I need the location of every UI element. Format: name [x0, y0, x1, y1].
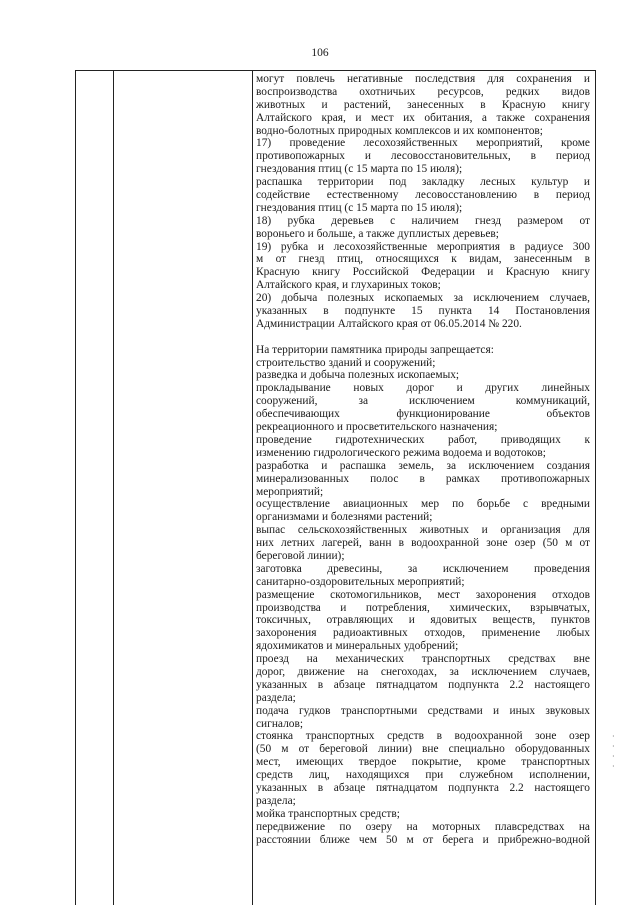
text-line: разведка и добыча полезных ископаемых; [256, 369, 460, 382]
text-line: токсичных, отравляющих и ядовитых веществ, пунктов [256, 614, 590, 627]
text-line: 17) проведение лесохозяйственных мероприятий, кроме [256, 137, 590, 150]
column-divider-1 [113, 71, 114, 905]
text-line: противопожарных и лесовосстановительных, в период [256, 150, 590, 163]
text-line: обеспечивающих функционирование объектов [256, 408, 590, 421]
text-line: минерализованных полос в рамках противопожарных [256, 472, 590, 485]
text-line: прокладывание новых дорог и других линейных [256, 382, 590, 395]
text-line: мест, имеющих твердое покрытие, кроме транспортных [256, 756, 590, 769]
column-divider-2 [252, 71, 253, 905]
text-line: раздела; [256, 691, 296, 704]
text-line: подача гудков транспортными средствами и иных звуковых [256, 704, 590, 717]
text-line: рекреационного и просветительского назначения; [256, 421, 498, 434]
text-line: строительство зданий и сооружений; [256, 356, 436, 369]
text-line: береговой линии); [256, 549, 345, 562]
text-line: захоронения радиоактивных отходов, применение любых [256, 627, 590, 640]
text-line: указанных в абзаце пятнадцатом подпункта 2.2 настоящего [256, 678, 590, 691]
text-line: мойка транспортных средств; [256, 807, 400, 820]
text-line: выпас сельскохозяйственных животных и организация для [256, 524, 590, 537]
text-line: сооружений, за исключением коммуникаций, [256, 395, 590, 408]
text-line: размещение скотомогильников, мест захоронения отходов [256, 588, 590, 601]
text-line: организмами и болезнями растений; [256, 511, 433, 524]
document-table [75, 70, 596, 905]
text-line: дорог, движение на снегоходах, за исключением случаев, [256, 665, 590, 678]
text-line: воспроизводства охотничьих ресурсов, редких видов [256, 85, 590, 98]
text-line: содействие естественному лесовосстановлению в период [256, 189, 590, 202]
text-line: производства и потребления, химических, взрывчатых, [256, 601, 590, 614]
text-line: средств лиц, находящихся при служебном исполнении, [256, 769, 590, 782]
text-line: Алтайского края, и мест их обитания, а также сохранения [256, 111, 590, 124]
text-line: Администрации Алтайского края от 06.05.2014 № 220. [256, 317, 522, 330]
text-line: гнездования птиц (с 15 марта по 15 июля); [256, 163, 463, 176]
text-line: указанных в подпункте 15 пункта 14 Постановления [256, 305, 590, 318]
text-line: заготовка древесины, за исключением проведения [256, 562, 590, 575]
text-line: вороньего и больше, а также дуплистых деревьев; [256, 227, 499, 240]
text-line: раздела; [256, 794, 296, 807]
text-line: ядохимикатов и минеральных удобрений; [256, 640, 459, 653]
text-line: На территории памятника природы запрещается: [256, 343, 494, 356]
restrictions-text-cell [256, 73, 590, 846]
text-line: распашка территории под закладку лесных культур и [256, 176, 590, 189]
text-line: расстоянии ближе чем 50 м от берега и прибрежно-водной [256, 833, 590, 846]
text-line: гнездования птиц (с 15 марта по 15 июля); [256, 201, 463, 214]
text-line: осуществление авиационных мер по борьбе с вредными [256, 498, 590, 511]
text-line: передвижение по озеру на моторных плавсредствах на [256, 820, 590, 833]
text-line: проведение гидротехнических работ, приводящих к [256, 433, 590, 446]
text-line: 18) рубка деревьев с наличием гнезд размером от [256, 214, 590, 227]
text-line: Алтайского края, и глухариных токов; [256, 279, 441, 292]
text-line: стоянка транспортных средств в водоохранной зоне озер [256, 730, 590, 743]
text-line: 20) добыча полезных ископаемых за исключением случаев, [256, 292, 590, 305]
text-line: них летних лагерей, ванн в водоохранной зоне озер (50 м от [256, 537, 590, 550]
text-line: изменению гидрологического режима водоема и водотоков; [256, 446, 546, 459]
text-line: Красную книгу Российской Федерации и Красную книгу [256, 266, 590, 279]
text-line: животных и растений, занесенных в Красную книгу [256, 98, 590, 111]
text-line: разработка и распашка земель, за исключением создания [256, 459, 590, 472]
text-line: мероприятий; [256, 485, 324, 498]
text-line: сигналов; [256, 717, 303, 730]
page-number: 106 [311, 47, 329, 59]
text-line: (50 м от береговой линии) вне специально оборудованных [256, 743, 590, 756]
text-line: проезд на механических транспортных средствах вне [256, 653, 590, 666]
text-line: м от гнезд птиц, относящихся к видам, занесенным в [256, 253, 590, 266]
text-line: могут повлечь негативные последствия для сохранения и [256, 73, 590, 85]
blank-line [256, 331, 590, 344]
text-line: указанных в абзаце пятнадцатом подпункта 2.2 настоящего [256, 781, 590, 794]
text-line: водно-болотных природных комплексов и их компонентов; [256, 124, 543, 137]
text-line: 19) рубка и лесохозяйственные мероприятия в радиусе 300 [256, 240, 590, 253]
scan-margin-marks: · · · · [612, 732, 615, 771]
text-line: санитарно-оздоровительных мероприятий; [256, 575, 465, 588]
